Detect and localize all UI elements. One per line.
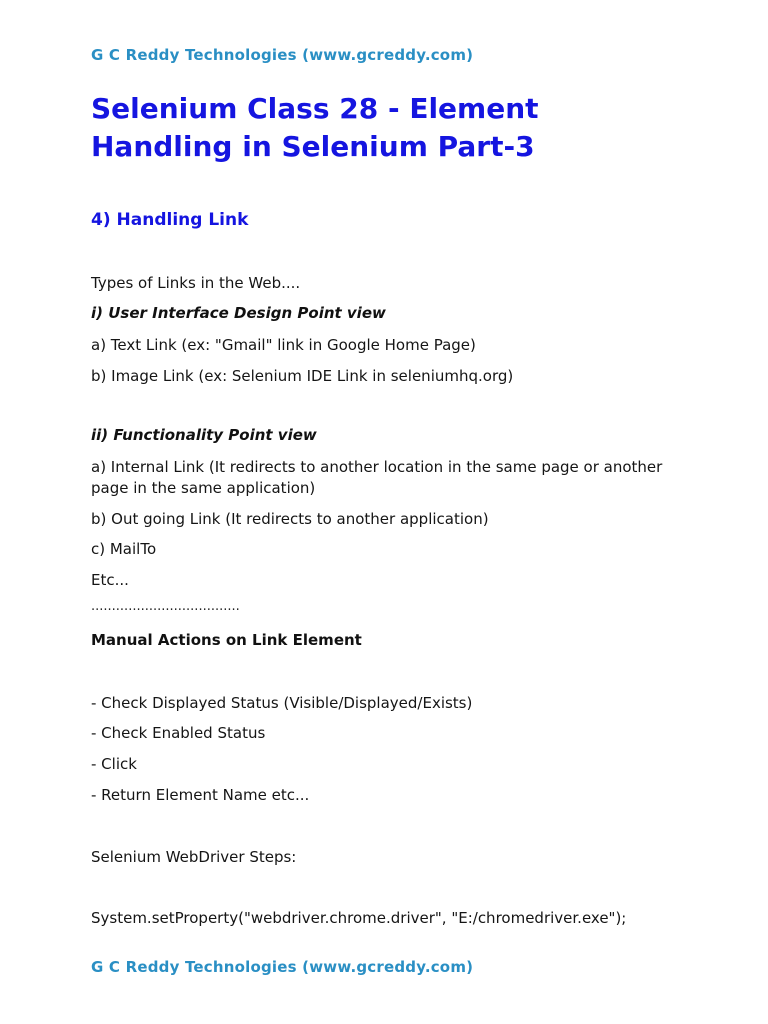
page-title [91, 90, 731, 166]
list-item-click: - Click [91, 755, 137, 773]
list-item-text-link: a) Text Link (ex: "Gmail" link in Google Home Page) [91, 336, 476, 354]
list-item-etc: Etc... [91, 571, 129, 589]
list-item-outgoing-link: b) Out going Link (It redirects to another application) [91, 510, 489, 528]
code-line: System.setProperty("webdriver.chrome.driver", "E:/chromedriver.exe"); [91, 909, 627, 927]
list-item-check-enabled: - Check Enabled Status [91, 724, 266, 742]
dotted-separator: .................................... [91, 599, 240, 614]
page-title-line-1: Selenium Class 28 - Element [91, 92, 539, 125]
list-item-internal-link: a) Internal Link (It redirects to another location in the same page or another page in the same application) [91, 458, 663, 497]
list-item-mailto: c) MailTo [91, 540, 157, 558]
list-item-image-link: b) Image Link (ex: Selenium IDE Link in seleniumhq.org) [91, 367, 514, 385]
section-heading: 4) Handling Link [91, 210, 249, 230]
webdriver-steps-heading: Selenium WebDriver Steps: [91, 848, 297, 866]
header-site-link[interactable]: G C Reddy Technologies (www.gcreddy.com) [91, 46, 474, 64]
manual-actions-heading: Manual Actions on Link Element [91, 631, 362, 649]
footer-site-link[interactable]: G C Reddy Technologies (www.gcreddy.com) [91, 958, 474, 976]
functionality-point-view-heading: ii) Functionality Point view [91, 426, 317, 444]
list-item-check-displayed: - Check Displayed Status (Visible/Displayed/Exists) [91, 694, 473, 712]
page-title-line-2: Handling in Selenium Part-3 [91, 130, 535, 163]
list-item-return-name: - Return Element Name etc... [91, 786, 310, 804]
ui-point-view-heading: i) User Interface Design Point view [91, 304, 386, 322]
links-intro: Types of Links in the Web.... [91, 274, 301, 292]
